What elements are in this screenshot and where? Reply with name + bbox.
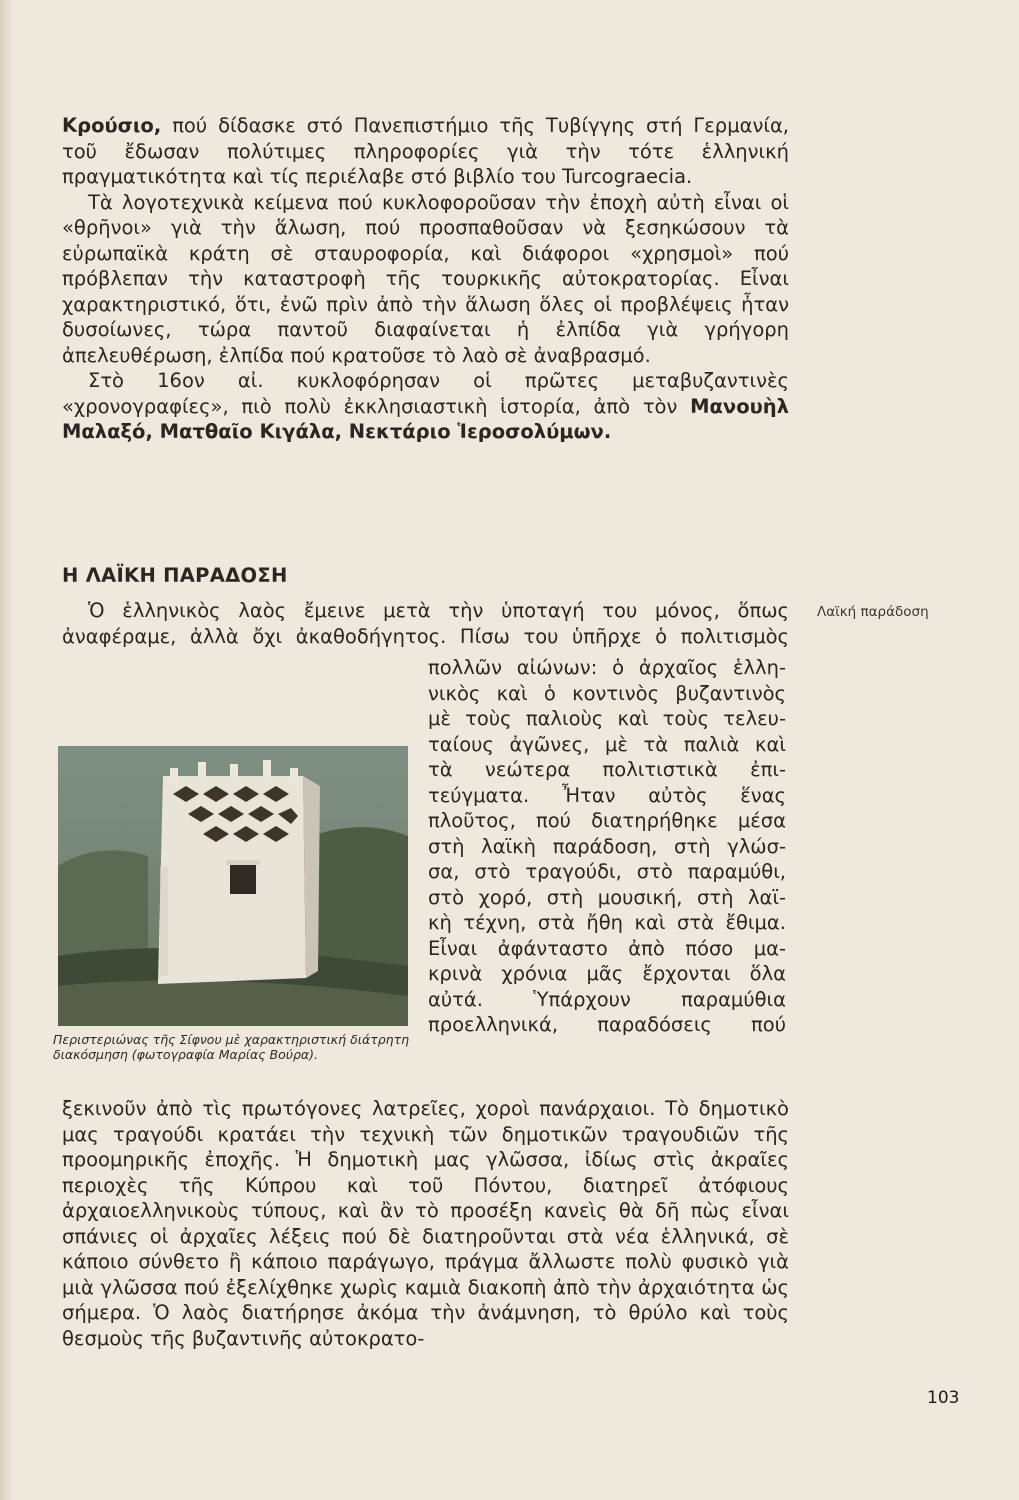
- page-edge: [0, 0, 14, 1500]
- text-line: πολλῶν αἰώνων: ὁ ἀρχαῖος ἑλλη-: [428, 656, 786, 679]
- text-block-continuation: ξεκινοῦν ἀπὸ τὶς πρωτόγονες λατρεῖες, χοροὶ πανάρχαιοι. Τὸ δημοτικὸ μας τραγούδι κρατάει τὴν τεχνικὴ τῶν δημοτικῶν τραγουδιῶν τῆς προομηρικῆς ἐποχῆς. Ἡ δημοτικὴ μας γλῶσσα, ἰδίως στὶς ἀκραῖες περιοχὲς τῆς Κύπρου καὶ τοῦ Πόντου, διατηρεῖ ἀτόφιους ἀρχαιοελληνικοὺς τύπους, καὶ ἂν τὸ προσέξη κανεὶς θὰ δῆ πὼς εἶναι σπάνιες οἱ ἀρχαῖες λέξεις πού δὲ διατηροῦνται στὰ νέα ἑλληνικά, σὲ κάποιο σύνθετο ἢ κάποιο παράγωγο, πράγμα ἄλλωστε πολὺ φυσικὸ γιὰ μιὰ γλῶσσα πού ἐξελίχθηκε χωρὶς καμιὰ διακοπὴ ἀπὸ τὴν ἀρχαιότητα ὡς σήμερα. Ὁ λαὸς διατήρησε ἀκόμα τὴν ἀνάμνηση, τὸ θρύλο καὶ τοὺς θεσμοὺς τῆς βυζαντινῆς αὐτοκρατο-: [62, 1097, 789, 1350]
- text-block-intro: [62, 113, 789, 445]
- photo-caption: Περιστεριώνας τῆς Σίφνου μὲ χαρακτηριστική διάτρητη διακόσμηση (φωτογραφία Μαρίας Βούρα).: [53, 1032, 410, 1062]
- text-line: αὐτά. Ὑπάρχουν παραμύθια: [428, 987, 786, 1011]
- text-line: ἀναφέραμε, ἀλλὰ ὄχι ἀκαθοδήγητος. Πίσω του ὑπῆρχε ὁ πολιτισμὸς: [62, 624, 789, 648]
- text-line: νικὸς καὶ ὁ κοντινὸς βυζαντινὸς: [428, 681, 786, 705]
- bold-name: Κρούσιο,: [62, 114, 162, 137]
- text-line: κὴ τέχνη, στὰ ἤθη καὶ στὰ ἔθιμα.: [428, 911, 786, 934]
- dovecote-illustration: [58, 746, 408, 1026]
- paragraph: [62, 368, 789, 445]
- text-line: προελληνικά, παραδόσεις πού: [428, 1013, 786, 1036]
- text-line: κρινὰ χρόνια μᾶς ἔρχονται ὅλα: [428, 962, 786, 985]
- text-line: τὰ νεώτερα πολιτιστικὰ ἐπι-: [428, 758, 786, 781]
- dovecote-photo: [58, 746, 408, 1026]
- text-line: Εἶναι ἀφάνταστο ἀπὸ πόσο μα-: [428, 936, 786, 960]
- text-column-narrow: [428, 655, 786, 1038]
- paragraph: [62, 113, 789, 190]
- text-line: τεύγματα. Ἦταν αὐτὸς ἕνας: [428, 783, 786, 807]
- margin-note: Λαϊκή παράδοση: [817, 604, 929, 620]
- text-line: πλοῦτος, πού διατηρήθηκε μέσα: [428, 809, 786, 832]
- paragraph-text: πού δίδασκε στό Πανεπιστήμιο τῆς Τυβίγγης στή Γερμανία, τοῦ ἔδωσαν πολύτιμες πληροφορίες γιὰ τὴν τότε ἑλληνική πραγματικότητα καὶ τίς περιέλαβε στό βιβλίο του Turcograecia.: [62, 114, 789, 188]
- text-line: στὴ λαϊκὴ παράδοση, στὴ γλώσ-: [428, 834, 786, 858]
- paragraph-text: Στὸ 16ον αἰ. κυκλοφόρησαν οἱ πρῶτες μεταβυζαντινὲς «χρονογραφίες», πιὸ πολὺ ἐκκλησιαστικὴ ἱστορία, ἀπὸ τὸν: [62, 369, 789, 418]
- section-heading: Η ΛΑΪΚΗ ΠΑΡΑΔΟΣΗ: [62, 564, 288, 587]
- paragraph: Τὰ λογοτεχνικὰ κείμενα πού κυκλοφοροῦσαν τὴν ἐποχὴ αὐτὴ εἶναι οἱ «θρῆνοι» γιὰ τὴν ἅλωση, πού προσπαθοῦσαν νὰ ξεσηκώσουν τὰ εὐρωπαϊκὰ κράτη σὲ σταυροφορία, καὶ διάφοροι «χρησμοὶ» πού πρόβλεπαν τὴν καταστροφὴ τῆς τουρκικῆς αὐτοκρατορίας. Εἶναι χαρακτηριστικό, ὅτι, ἐνῶ πρὶν ἀπὸ τὴν ἅλωση ὅλες οἱ προβλέψεις ἦταν δυσοίωνες, τώρα παντοῦ διαφαίνεται ἡ ἐλπίδα γιὰ γρήγορη ἀπελευθέρωση, ἐλπίδα πού κρατοῦσε τὸ λαὸ σὲ ἀναβρασμό.: [62, 190, 789, 367]
- text-line: σα, στὸ τραγούδι, στὸ παραμύθι,: [428, 860, 786, 883]
- bold-names: Μανουὴλ Μαλαξό, Ματθαῖο Κιγάλα, Νεκτάριο Ἱεροσολύμων.: [62, 394, 789, 443]
- text-line: ταίους ἀγῶνες, μὲ τὰ παλιὰ καὶ: [428, 732, 786, 756]
- text-line: Ὁ ἑλληνικὸς λαὸς ἔμεινε μετὰ τὴν ὑποταγή του μόνος, ὅπως: [88, 599, 789, 622]
- text-line: μὲ τοὺς παλιοὺς καὶ τοὺς τελευ-: [428, 707, 786, 730]
- text-block-section-start: [62, 598, 789, 649]
- page-number: 103: [927, 1388, 960, 1408]
- text-line: στὸ χορό, στὴ μουσική, στὴ λαϊ-: [428, 885, 786, 909]
